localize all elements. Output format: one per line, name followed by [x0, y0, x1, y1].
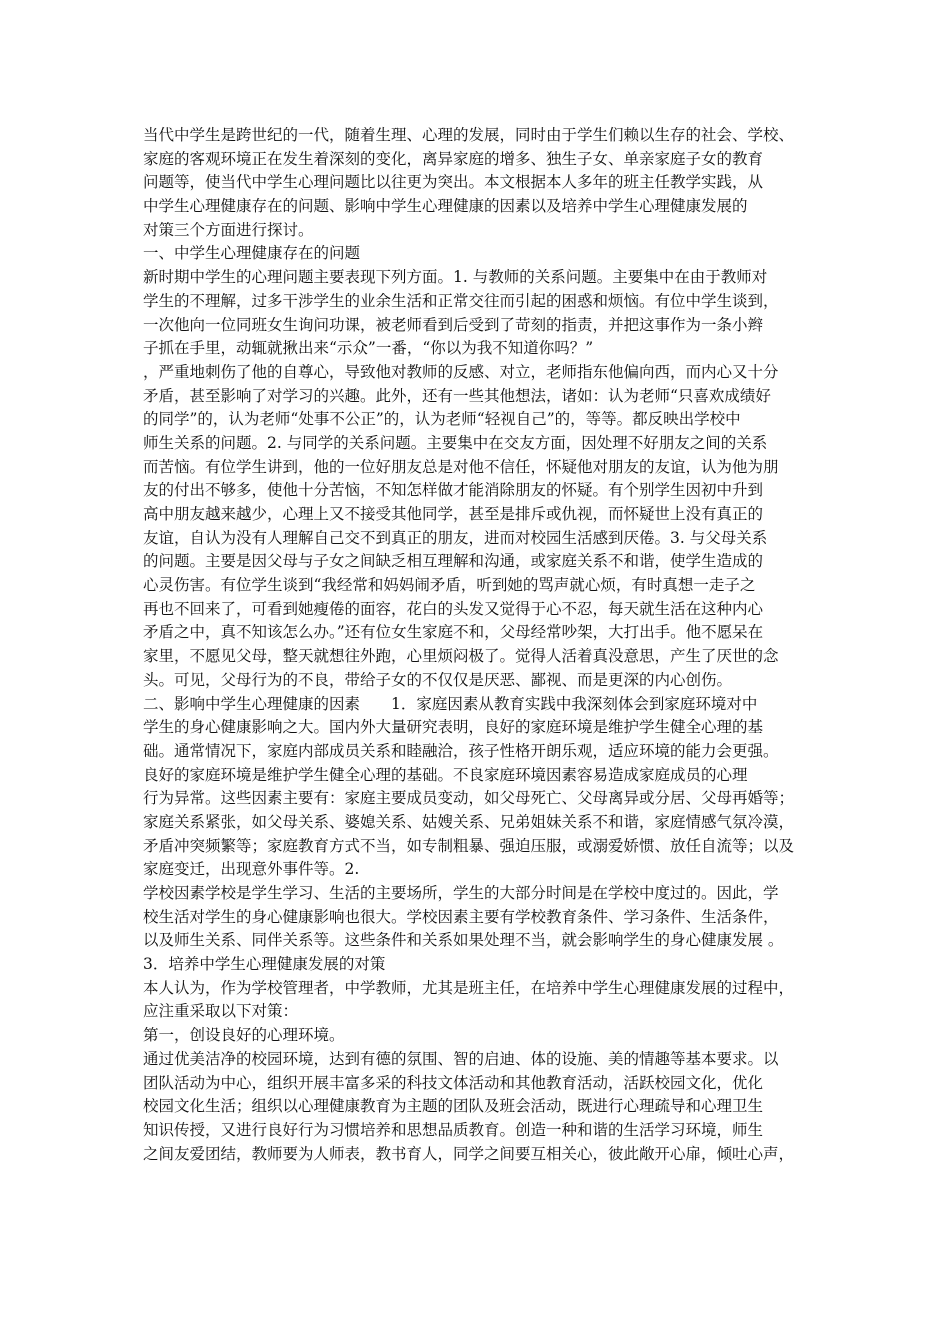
text-line: 本人认为，作为学校管理者，中学教师，尤其是班主任，在培养中学生心理健康发展的过程中，: [143, 978, 795, 997]
text-line: 学生的不理解，过多干涉学生的业余生活和正常交往而引起的困惑和烦恼。有位中学生谈到，: [143, 291, 779, 310]
text-line: 子抓在手里，动辄就揪出来“示众”一番，“你以为我不知道你吗？”: [143, 339, 594, 358]
text-line: 高中朋友越来越少，心理上又不接受其他同学，甚至是排斥或仇视，而怀疑世上没有真正的: [143, 505, 764, 523]
text-line: 一次他向一位同班女生询问功课，被老师看到后受到了苛刻的指责，并把这事作为一条小辫: [143, 315, 764, 334]
text-line: 第一，创设良好的心理环境。: [143, 1026, 345, 1045]
text-line: 矛盾冲突频繁等；家庭教育方式不当，如专制粗暴、强迫压服，或溺爱娇惯、放任自流等；以及: [143, 836, 795, 855]
text-line: 行为异常。这些因素主要有：家庭主要成员变动，如父母死亡、父母离异或分居、父母再婚等；: [143, 789, 795, 808]
text-line: 一、中学生心理健康存在的问题: [143, 244, 361, 263]
text-line: 家庭变迁，出现意外事件等。2.: [143, 860, 360, 879]
text-line: 家庭的客观环境正在发生着深刻的变化，离异家庭的增多、独生子女、单亲家庭子女的教育: [143, 149, 764, 168]
text-line: 矛盾，甚至影响了对学习的兴趣。此外，还有一些其他想法，诸如：认为老师“只喜欢成绩好: [143, 386, 771, 405]
text-line: 矛盾之中，真不知该怎么办。”还有位女生家庭不和，父母经常吵架，大打出手。他不愿呆在: [143, 623, 764, 642]
text-line: 头。可见，父母行为的不良，带给子女的不仅仅是厌恶、鄙视、而是更深的内心创伤。: [143, 670, 733, 689]
text-line: 二、影响中学生心理健康的因素 1．家庭因素从教育实践中我深刻体会到家庭环境对中: [143, 694, 758, 713]
text-line: 而苦恼。有位学生讲到，他的一位好朋友总是对他不信任，怀疑他对朋友的友谊，认为他为朋: [143, 457, 779, 476]
text-line: 友的付出不够多，使他十分苦恼，不知怎样做才能消除朋友的怀疑。有个别学生因初中升到: [143, 481, 764, 500]
text-line: 良好的家庭环境是维护学生健全心理的基础。不良家庭环境因素容易造成家庭成员的心理: [143, 765, 748, 784]
text-line: 通过优美洁净的校园环境，达到有德的氛围、智的启迪、体的设施、美的情趣等基本要求。以: [143, 1049, 779, 1068]
text-line: 家里，不愿见父母，整天就想往外跑，心里烦闷极了。觉得人活着真没意思，产生了厌世的念: [143, 647, 779, 666]
text-line: 团队活动为中心，组织开展丰富多采的科技文体活动和其他教育活动，活跃校园文化，优化: [143, 1073, 764, 1092]
text-line: 学生的身心健康影响之大。国内外大量研究表明，良好的家庭环境是维护学生健全心理的基: [143, 718, 764, 737]
text-line: 家庭关系紧张，如父母关系、婆媳关系、姑嫂关系、兄弟姐妹关系不和谐，家庭情感气氛冷漠，: [143, 812, 795, 831]
text-line: 中学生心理健康存在的问题、影响中学生心理健康的因素以及培养中学生心理健康发展的: [143, 197, 748, 216]
text-line: 学校因素学校是学生学习、生活的主要场所，学生的大部分时间是在学校中度过的。因此，学: [143, 884, 779, 902]
text-line: 问题等，使当代中学生心理问题比以往更为突出。本文根据本人多年的班主任教学实践，从: [143, 173, 764, 192]
text-line: 当代中学生是跨世纪的一代，随着生理、心理的发展，同时由于学生们赖以生存的社会、学校、: [143, 126, 795, 144]
document-body: [143, 124, 823, 1166]
text-line: 以及师生关系、同伴关系等。这些条件和关系如果处理不当，就会影响学生的身心健康发展 。: [143, 931, 784, 950]
text-line: 3．培养中学生心理健康发展的对策: [143, 955, 386, 974]
text-line: 对策三个方面进行探讨。: [143, 220, 314, 239]
text-line: 友谊，自认为没有人理解自己交不到真正的朋友，进而对校园生活感到厌倦。3. 与父母关系: [143, 528, 768, 547]
text-line: 应注重采取以下对策：: [143, 1002, 299, 1021]
text-line: 新时期中学生的心理问题主要表现下列方面。1. 与教师的关系问题。主要集中在由于教师对: [143, 268, 768, 287]
text-line: 知识传授，又进行良好行为习惯培养和思想品质教育。创造一种和谐的生活学习环境，师生: [143, 1120, 764, 1139]
text-line: ，严重地刺伤了他的自尊心，导致他对教师的反感、对立，老师指东他偏向西，而内心又十分: [143, 362, 779, 381]
text-line: 础。通常情况下，家庭内部成员关系和睦融洽，孩子性格开朗乐观，适应环境的能力会更强。: [143, 741, 779, 760]
text-line: 心灵伤害。有位学生谈到“我经常和妈妈闹矛盾，听到她的骂声就心烦，有时真想一走子之: [143, 576, 756, 595]
text-line: 校园文化生活；组织以心理健康教育为主题的团队及班会活动，既进行心理疏导和心理卫生: [143, 1097, 764, 1116]
text-line: 再也不回来了，可看到她瘦倦的面容，花白的头发又觉得于心不忍，每天就生活在这种内心: [143, 599, 764, 618]
text-line: 的问题。主要是因父母与子女之间缺乏相互理解和沟通，或家庭关系不和谐，使学生造成的: [143, 552, 764, 571]
text-line: 校生活对学生的身心健康影响也很大。学校因素主要有学校教育条件、学习条件、生活条件，: [143, 907, 779, 926]
text-line: 的同学”的，认为老师“处事不公正”的，认为老师“轻视自己”的，等等。都反映出学校中: [143, 410, 741, 429]
text-line: 师生关系的问题。2. 与同学的关系问题。主要集中在交友方面，因处理不好朋友之间的关系: [143, 433, 768, 452]
text-line: 之间友爱团结，教师要为人师表，教书育人，同学之间要互相关心，彼此敞开心扉，倾吐心声，: [143, 1144, 795, 1163]
